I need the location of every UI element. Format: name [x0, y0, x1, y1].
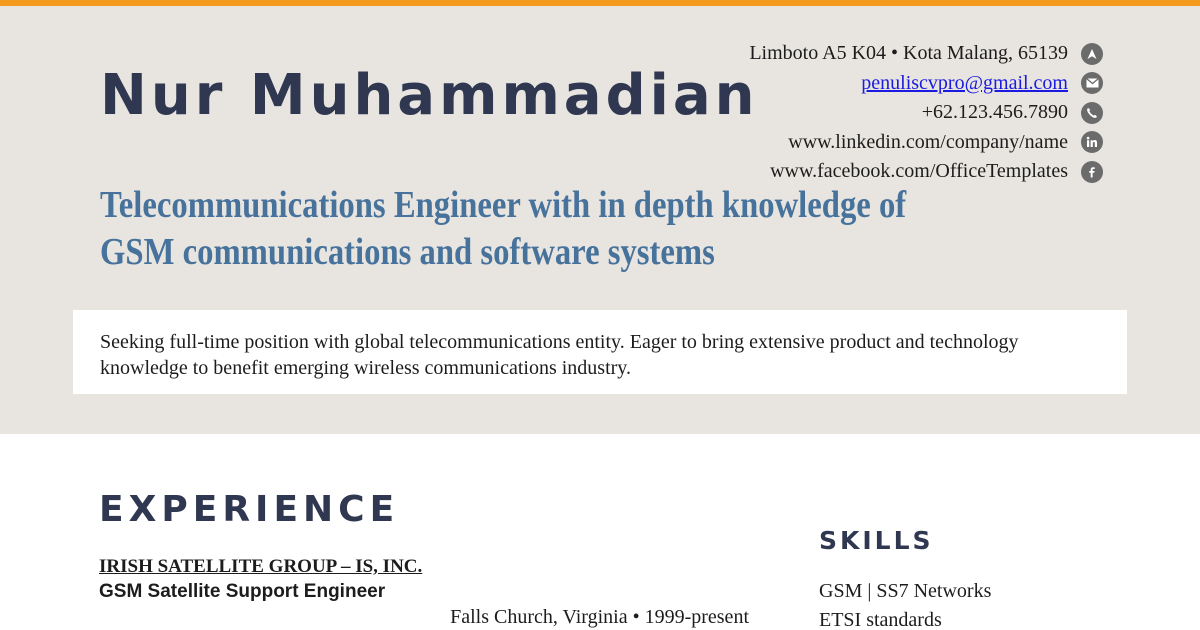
envelope-icon — [1081, 72, 1103, 94]
job-title: GSM Satellite Support Engineer — [99, 581, 386, 602]
linkedin-text: www.linkedin.com/company/name — [788, 130, 1068, 153]
address-text: Limboto A5 K04 • Kota Malang, 65139 — [749, 42, 1068, 65]
experience-heading: EXPERIENCE — [99, 489, 400, 530]
contact-email — [749, 69, 1103, 99]
objective-box — [73, 310, 1127, 394]
job-location-dates: Falls Church, Virginia • 1999-present — [450, 606, 749, 628]
location-arrow-icon — [1081, 43, 1103, 65]
skills-heading: SKILLS — [819, 526, 934, 555]
contact-phone — [749, 98, 1103, 128]
linkedin-icon — [1081, 131, 1103, 153]
candidate-name: Nur Muhammadian — [100, 63, 759, 128]
skill-item: ETSI standards — [819, 609, 942, 630]
facebook-icon — [1081, 161, 1103, 183]
objective-text: Seeking full-time position with global telecommunications entity. Eager to bring extensive product and technology knowledge to benefit emerging wireless communications industry. — [100, 331, 1019, 379]
skill-item: GSM | SS7 Networks — [819, 580, 992, 602]
professional-headline: Telecommunications Engineer with in depth knowledge of GSM communications and software systems — [100, 184, 907, 273]
phone-text: +62.123.456.7890 — [921, 101, 1068, 124]
contact-linkedin — [749, 128, 1103, 158]
employer-name: IRISH SATELLITE GROUP – IS, INC. — [99, 556, 423, 577]
phone-icon — [1081, 102, 1103, 124]
email-link[interactable]: penuliscvpro@gmail.com — [861, 71, 1068, 94]
facebook-text: www.facebook.com/OfficeTemplates — [770, 160, 1068, 183]
contact-list — [749, 39, 1103, 187]
contact-address — [749, 39, 1103, 69]
skills-list — [819, 577, 991, 630]
